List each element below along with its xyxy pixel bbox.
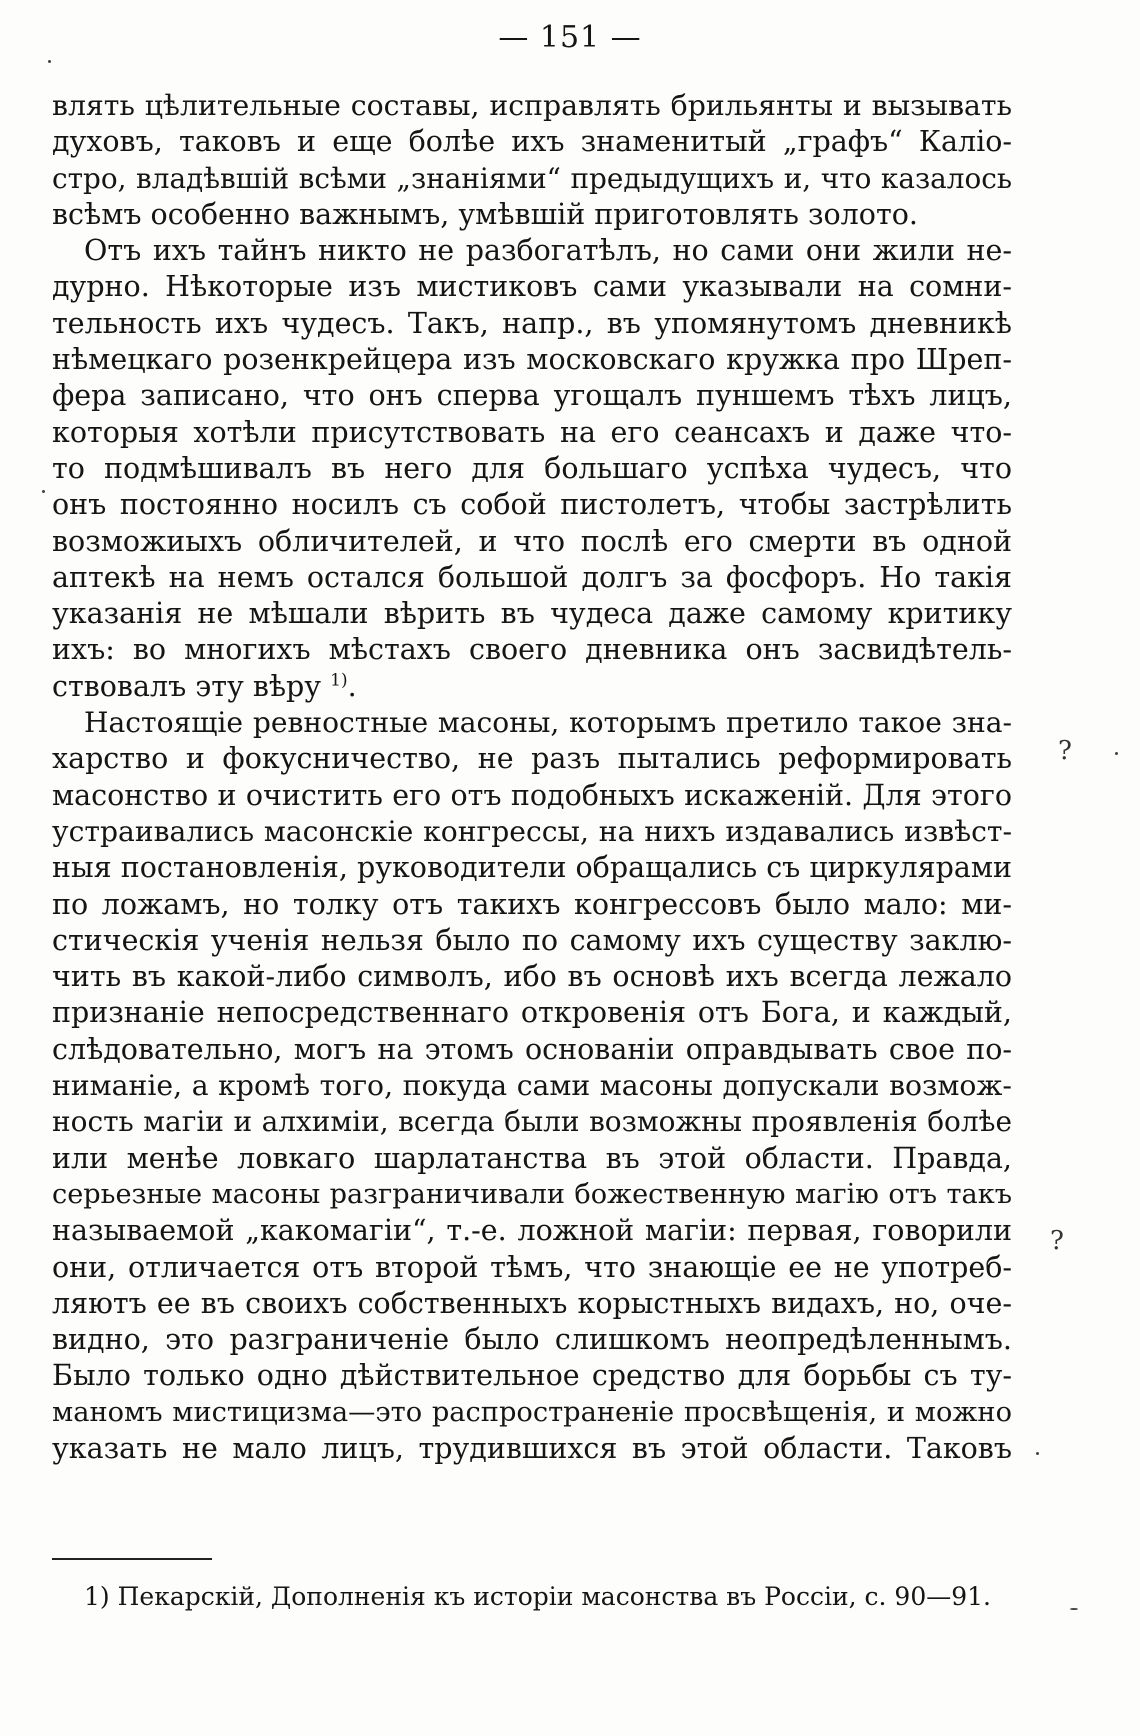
scan-speck	[42, 490, 45, 493]
text-line: всѣмъ особенно важнымъ, умѣвшій приготовлять золото.	[52, 197, 918, 231]
scan-speck	[1115, 752, 1118, 755]
scan-speck	[48, 60, 51, 63]
text-line: ность магіи и алхиміи, всегда были возможны проявленія болѣе	[52, 1105, 1012, 1139]
text-line: указанія не мѣшали вѣрить въ чудеса даже самому критику	[52, 597, 1012, 631]
text-line: возможиыхъ обличителей, и что послѣ его смерти въ одной	[52, 524, 1012, 558]
text-line: ляютъ ее въ своихъ собственныхъ корыстныхъ видахъ, но, оче-	[52, 1286, 1012, 1320]
text-line: то подмѣшивалъ въ него для большаго успѣха чудесъ, что	[52, 451, 1012, 485]
body-text	[52, 88, 1012, 1467]
text-line: или менѣе ловкаго шарлатанства въ этой области. Правда,	[52, 1141, 1012, 1175]
text-line: которыя хотѣли присутствовать на его сеансахъ и даже что-	[52, 415, 1012, 449]
text-line: онъ постоянно носилъ съ собой пистолетъ, чтобы застрѣлить	[52, 488, 1012, 522]
text-line: слѣдовательно, могъ на этомъ основаніи оправдывать свое по-	[52, 1032, 1012, 1066]
text-line: ныя постановленія, руководители обращались съ циркулярами	[52, 851, 1012, 885]
scan-speck	[1036, 1452, 1039, 1455]
margin-query-mark: ?	[1050, 1226, 1064, 1256]
text-line: Было только одно дѣйствительное средство для борьбы съ ту-	[52, 1359, 1012, 1393]
text-line: харство и фокусничество, не разъ пытались реформировать	[52, 742, 1012, 776]
text-line: признаніе непосредственнаго откровенія отъ Бога, и каждый,	[52, 996, 1012, 1030]
footnote-divider	[52, 1558, 212, 1560]
text-line: нѣмецкаго розенкрейцера изъ московскаго кружка про Шреп-	[52, 343, 1012, 377]
footnote: 1) Пекарскій, Дополненія къ исторіи масонства въ Россіи, с. 90—91.	[84, 1582, 991, 1611]
text-line: дурно. Нѣкоторые изъ мистиковъ сами указывали на сомни-	[52, 270, 1012, 304]
text-line: тельность ихъ чудесъ. Такъ, напр., въ упомянутомъ дневникѣ	[52, 306, 1012, 340]
scan-speck	[1070, 1608, 1078, 1610]
text-line: ихъ: во многихъ мѣстахъ своего дневника онъ засвидѣтель-	[52, 633, 1012, 667]
text-line: стро, владѣвшій всѣми „знаніями“ предыдущихъ и, что казалось	[52, 161, 1012, 195]
margin-query-mark: ?	[1058, 736, 1072, 766]
text-line: указать не мало лицъ, трудившихся въ этой области. Таковъ	[52, 1431, 1012, 1465]
text-line: масонство и очистить его отъ подобныхъ искаженій. Для этого	[52, 778, 1012, 812]
footnote-reference: 1)	[330, 670, 348, 691]
text-line: чить въ какой-либо символъ, ибо въ основѣ ихъ всегда лежало	[52, 960, 1012, 994]
text-line: видно, это разграниченіе было слишкомъ неопредѣленнымъ.	[52, 1323, 1012, 1357]
text-line: они, отличается отъ второй тѣмъ, что знающіе ее не употреб-	[52, 1250, 1012, 1284]
text-line: стическія ученія нельзя было по самому ихъ существу заклю-	[52, 923, 1012, 957]
text-line: устраивались масонскіе конгрессы, на нихъ издавались извѣст-	[52, 814, 1012, 848]
text-line: Настоящіе ревностные масоны, которымъ претило такое зна-	[84, 706, 1012, 740]
text-line: фера записано, что онъ сперва угощалъ пуншемъ тѣхъ лицъ,	[52, 379, 1012, 413]
text-line: называемой „какомагіи“, т.-е. ложной магіи: первая, говорили	[52, 1214, 1012, 1248]
text-line: ствовалъ эту вѣру $^{1)}$.	[52, 669, 357, 703]
text-line: аптекѣ на немъ остался большой долгъ за фосфоръ. Но такія	[52, 560, 1012, 594]
text-line: серьезные масоны разграничивали божественную магію отъ такъ	[52, 1178, 1012, 1210]
text-line: влять цѣлительные составы, исправлять брильянты и вызывать	[52, 89, 1012, 122]
text-line: Отъ ихъ тайнъ никто не разбогатѣлъ, но сами они жили не-	[84, 234, 1012, 268]
text-line: ниманіе, а кромѣ того, покуда сами масоны допускали возмож-	[52, 1069, 1012, 1103]
text-line: духовъ, таковъ и еще болѣе ихъ знаменитый „графъ“ Каліо-	[52, 125, 1012, 159]
text-line-content: ствовалъ эту вѣру	[52, 669, 322, 703]
text-line: по ложамъ, но толку отъ такихъ конгрессовъ было мало: ми-	[52, 887, 1012, 921]
page-number: — 151 —	[498, 20, 642, 55]
text-line: маномъ мистицизма—это распространеніе просвѣщенія, и можно	[52, 1396, 1012, 1428]
